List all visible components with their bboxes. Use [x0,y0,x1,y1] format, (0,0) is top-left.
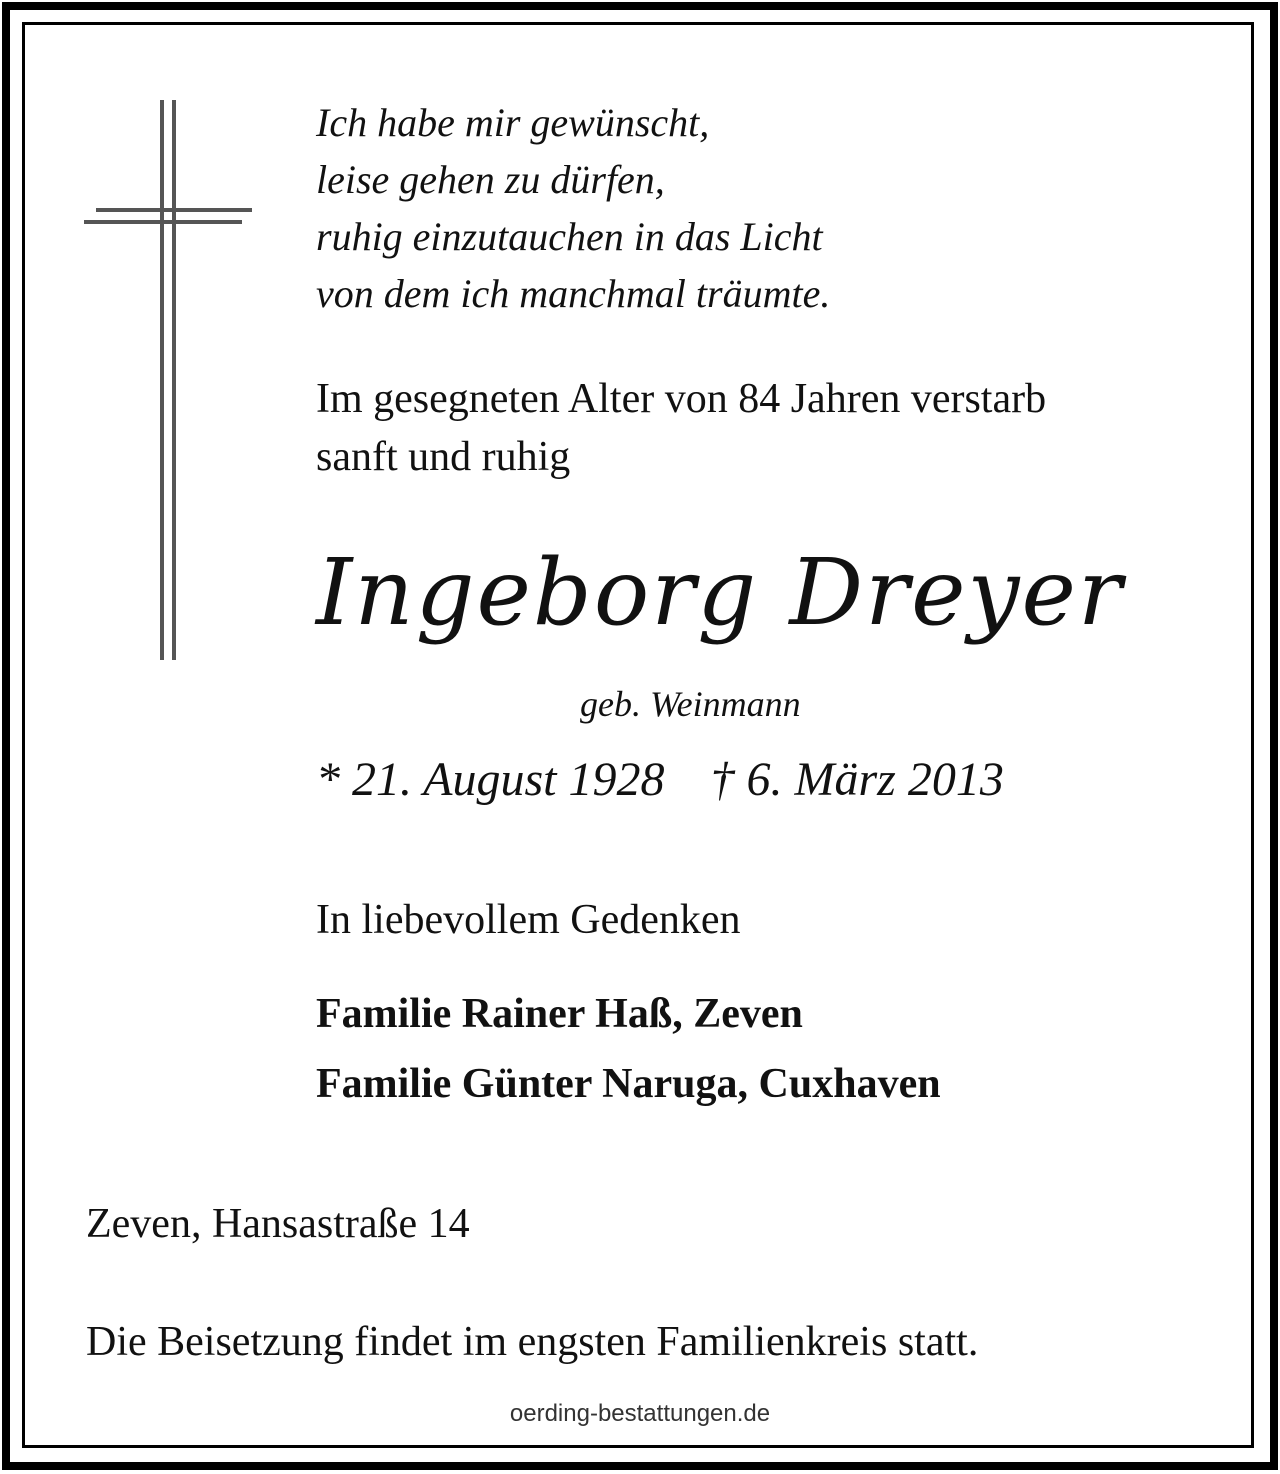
poem-line: von dem ich manchmal träumte. [316,271,831,316]
intro-line: sanft und ruhig [316,434,571,480]
family-name: Familie Rainer Haß, Zeven [316,991,803,1037]
memory-line: In liebevollem Gedenken [316,897,741,943]
footer-website: oerding-bestattungen.de [509,1400,771,1427]
burial-notice: Die Beisetzung findet im engsten Familienkreis statt. [86,1319,979,1365]
deceased-name: Ingeborg Dreyer [316,539,1124,646]
birth-date: * 21. August 1928 [316,753,665,806]
poem-line: leise gehen zu dürfen, [316,157,665,202]
cross-icon [80,96,260,666]
death-date: † 6. März 2013 [710,753,1004,806]
intro-text [316,370,1046,486]
poem [316,94,830,322]
maiden-name: geb. Weinmann [580,684,801,724]
family-name: Familie Günter Naruga, Cuxhaven [316,1061,941,1107]
poem-line: Ich habe mir gewünscht, [316,100,710,145]
poem-line: ruhig einzutauchen in das Licht [316,214,823,259]
life-dates [316,750,1004,810]
address: Zeven, Hansastraße 14 [86,1201,470,1247]
intro-line: Im gesegneten Alter von 84 Jahren verstarb [316,376,1047,422]
